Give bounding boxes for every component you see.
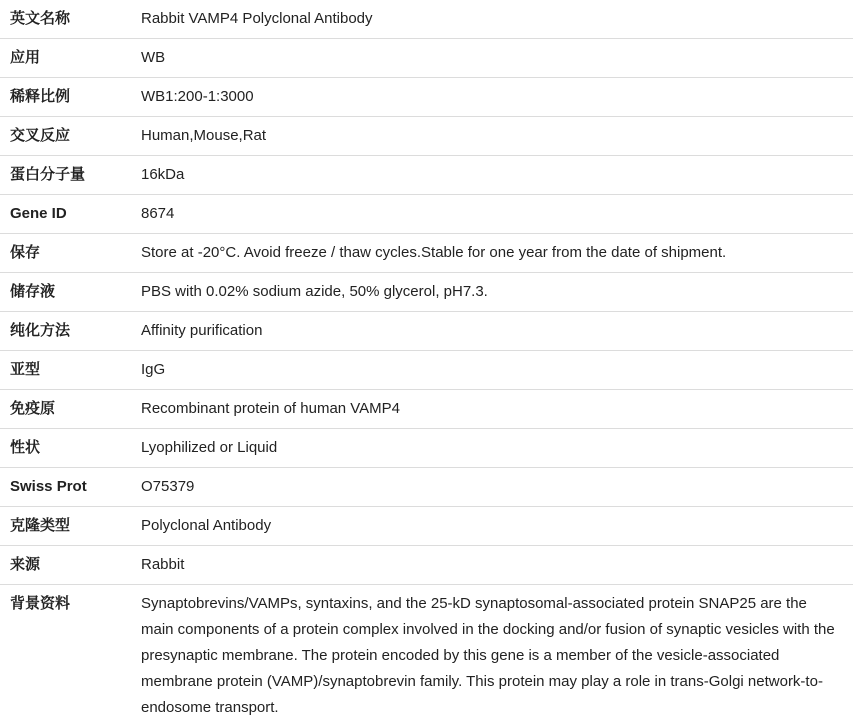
row-value: WB: [140, 39, 853, 78]
row-value: Human,Mouse,Rat: [140, 117, 853, 156]
row-label: 储存液: [0, 273, 140, 312]
row-value: O75379: [140, 468, 853, 507]
table-row: [0, 78, 853, 117]
table-row: [0, 468, 853, 507]
row-value: Polyclonal Antibody: [140, 507, 853, 546]
row-label: 性状: [0, 429, 140, 468]
row-label: 应用: [0, 39, 140, 78]
row-label: 稀释比例: [0, 78, 140, 117]
row-label: 免疫原: [0, 390, 140, 429]
row-label: 克隆类型: [0, 507, 140, 546]
row-value: 8674: [140, 195, 853, 234]
table-row: [0, 585, 853, 727]
row-value: Store at -20°C. Avoid freeze / thaw cycles.Stable for one year from the date of shipment.: [140, 234, 853, 273]
table-row: [0, 195, 853, 234]
table-row: [0, 39, 853, 78]
table-row: [0, 273, 853, 312]
row-label: 纯化方法: [0, 312, 140, 351]
row-value: WB1:200-1:3000: [140, 78, 853, 117]
row-value: Recombinant protein of human VAMP4: [140, 390, 853, 429]
row-label: 英文名称: [0, 0, 140, 39]
row-value: Lyophilized or Liquid: [140, 429, 853, 468]
row-label: 亚型: [0, 351, 140, 390]
table-row: [0, 156, 853, 195]
table-row: [0, 390, 853, 429]
row-value: IgG: [140, 351, 853, 390]
row-label: 蛋白分子量: [0, 156, 140, 195]
row-value: Rabbit VAMP4 Polyclonal Antibody: [140, 0, 853, 39]
row-value: Synaptobrevins/VAMPs, syntaxins, and the 25-kD synaptosomal-associated protein SNAP25 are the main components of a protein complex involved in the docking and/or fusion of synaptic vesicles with the presynaptic membrane. The protein encoded by this gene is a member of the vesicle-associated membrane protein (VAMP)/synaptobrevin family. This protein may play a role in trans-Golgi network-to-endosome transport.: [140, 585, 853, 727]
table-row: [0, 546, 853, 585]
row-value: 16kDa: [140, 156, 853, 195]
row-value: Affinity purification: [140, 312, 853, 351]
row-value: Rabbit: [140, 546, 853, 585]
table-row: [0, 312, 853, 351]
table-row: [0, 0, 853, 39]
row-label: Gene ID: [0, 195, 140, 234]
table-row: [0, 234, 853, 273]
row-label: Swiss Prot: [0, 468, 140, 507]
row-label: 交叉反应: [0, 117, 140, 156]
table-row: [0, 351, 853, 390]
row-value: PBS with 0.02% sodium azide, 50% glycerol, pH7.3.: [140, 273, 853, 312]
table-row: [0, 117, 853, 156]
row-label: 来源: [0, 546, 140, 585]
table-row: [0, 507, 853, 546]
row-label: 保存: [0, 234, 140, 273]
table-row: [0, 429, 853, 468]
row-label: 背景资料: [0, 585, 140, 727]
